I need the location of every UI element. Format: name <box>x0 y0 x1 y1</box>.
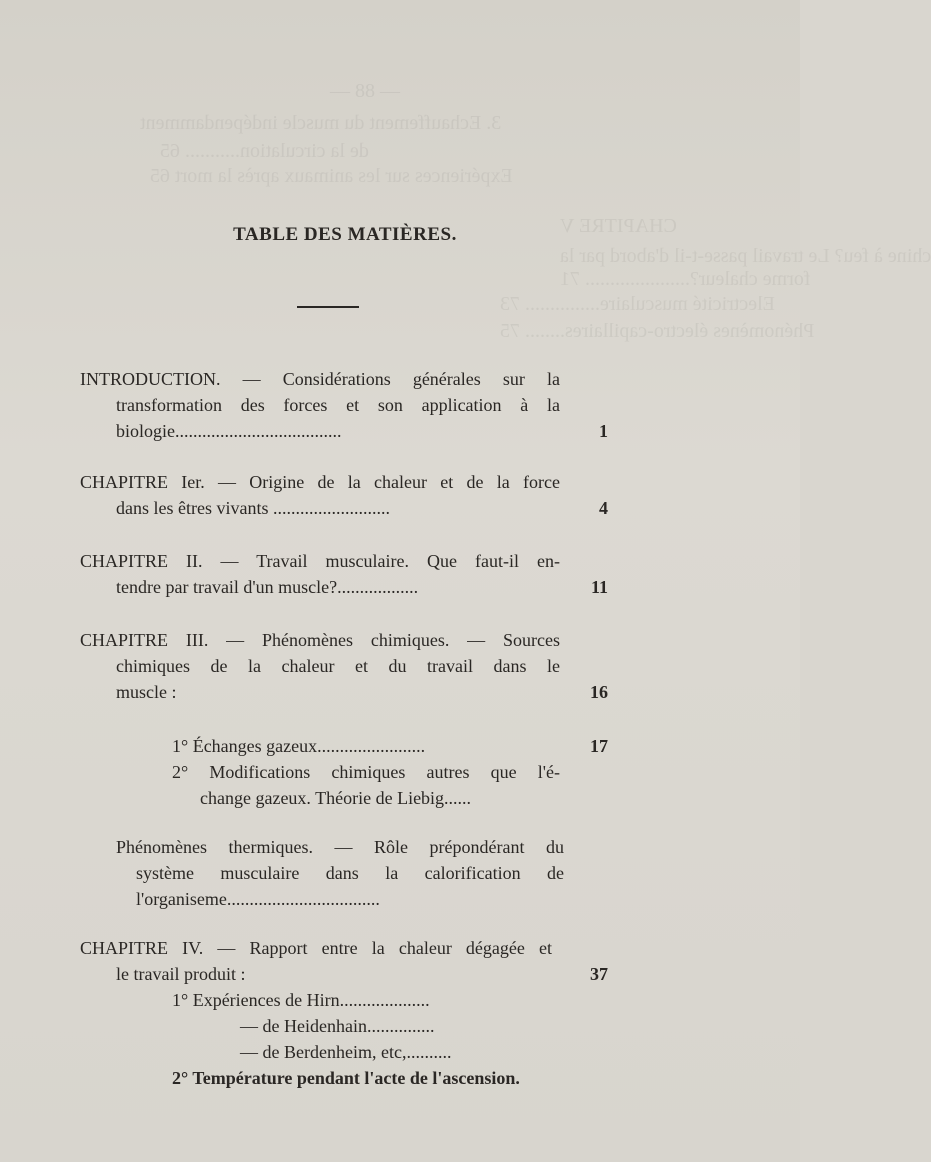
chapter-3-line-2: chimiques de la chaleur et du travail dans le <box>116 656 560 676</box>
chapter-4-line-2: le travail produit : <box>116 964 246 984</box>
intro-line-3: biologie..................................... <box>116 421 342 441</box>
intro-line-1: INTRODUCTION. — Considérations générales sur la <box>80 369 560 389</box>
thermiques-line-3: l'organiseme.................................. <box>136 889 380 909</box>
chapter-2-page-number: 11 <box>590 577 608 597</box>
intro-line-2: transformation des forces et son application à la <box>116 395 560 415</box>
chapter-4-sub-1: 1° Expériences de Hirn.................... <box>172 990 430 1010</box>
bleed-through-text: — 88 — 3. Echauffement du muscle indépendamment de la circulation........... 65 Expériences sur les animaux après la mort 65 CHAPITRE V chine à feu? Le travail passe-t-il d'abord par la forme chaleur?..................... 71 Electricité musculaire............... 73 Phénomènes électro-capillaires........ 75 <box>140 80 931 342</box>
chapter-1-page-number: 4 <box>599 498 608 518</box>
chapter-3-line-3: muscle : <box>116 682 177 702</box>
chapter-3-sub-1-page-number: 17 <box>590 736 608 756</box>
chapter-1-line-1: CHAPITRE Ier. — Origine de la chaleur et de la force <box>80 472 560 492</box>
chapter-4-sub-4: 2° Température pendant l'acte de l'ascension. <box>172 1068 520 1088</box>
chapter-3-sub-2-line-1: 2° Modifications chimiques autres que l'é- <box>172 762 560 782</box>
chapter-3-page-number: 16 <box>590 682 608 702</box>
chapter-3-sub-1: 1° Échanges gazeux........................ <box>172 736 426 756</box>
thermiques-line-2: système musculaire dans la calorification de <box>136 863 564 883</box>
chapter-1-line-2: dans les êtres vivants .......................... <box>116 498 390 518</box>
chapter-4-sub-3: — de Berdenheim, etc,.......... <box>240 1042 452 1062</box>
chapter-2-line-1: CHAPITRE II. — Travail musculaire. Que faut-il en- <box>80 551 560 571</box>
chapter-3-sub-2-line-2: change gazeux. Théorie de Liebig...... <box>200 788 472 808</box>
chapter-3-line-1: CHAPITRE III. — Phénomènes chimiques. — Sources <box>80 630 560 650</box>
chapter-2-line-2: tendre par travail d'un muscle?.................. <box>116 577 419 597</box>
thermiques-line-1: Phénomènes thermiques. — Rôle prépondérant du <box>116 837 564 857</box>
page-title: TABLE DES MATIÈRES. <box>233 224 457 245</box>
chapter-4-page-number: 37 <box>590 964 608 984</box>
chapter-4-sub-2: — de Heidenhain............... <box>240 1016 435 1036</box>
intro-page-number: 1 <box>599 421 608 441</box>
title-rule <box>297 306 359 308</box>
chapter-4-line-1: CHAPITRE IV. — Rapport entre la chaleur dégagée et <box>80 938 552 958</box>
